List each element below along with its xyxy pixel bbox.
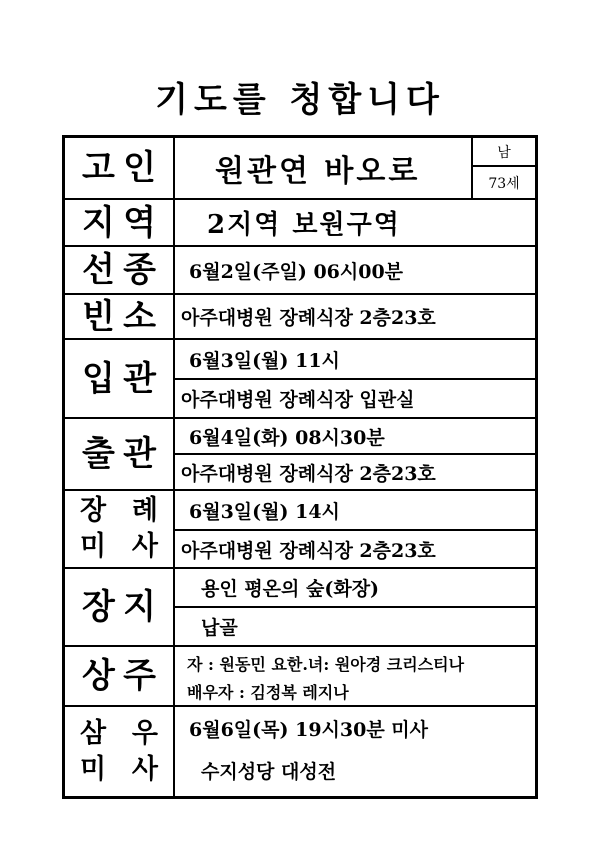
region-value: 2지역 보원구역 xyxy=(207,210,401,240)
row-deceased xyxy=(65,138,535,200)
deceased-age: 73세 xyxy=(488,175,520,192)
row-mourners xyxy=(65,647,535,707)
obituary-table xyxy=(62,135,538,799)
label-third-day-mass: 삼 우 미 사 xyxy=(65,707,175,796)
label-encoffining: 입 관 xyxy=(65,340,175,417)
row-departure xyxy=(65,419,535,491)
label-funeral-mass: 장 례 미 사 xyxy=(65,491,175,567)
deceased-name: 원관연 바오로 xyxy=(175,138,473,198)
row-funeral-hall xyxy=(65,295,535,340)
funeral-hall-value: 아주대병원 장례식장 2층23호 xyxy=(181,307,436,329)
page-title: 기도를 청합니다 xyxy=(155,80,445,120)
label-mourners: 상 주 xyxy=(65,647,175,705)
third-day-mass-place: 수지성당 대성전 xyxy=(201,760,337,783)
third-day-mass-time: 6월6일(목) 19시30분 미사 xyxy=(189,718,429,741)
death-datetime: 6월2일(주일) 06시00분 xyxy=(189,260,404,283)
label-deceased: 고 인 xyxy=(65,138,175,198)
row-death xyxy=(65,247,535,295)
row-third-day-mass xyxy=(65,707,535,796)
funeral-mass-place: 아주대병원 장례식장 2층23호 xyxy=(181,539,436,562)
mourners-children: 자 : 원동민 요한.녀: 원아경 크리스티나 xyxy=(187,654,465,674)
label-region: 지 역 xyxy=(65,200,175,245)
row-funeral-mass xyxy=(65,491,535,569)
row-encoffining xyxy=(65,340,535,419)
burial-detail: 납골 xyxy=(201,617,238,639)
label-funeral-hall: 빈 소 xyxy=(65,295,175,338)
departure-place: 아주대병원 장례식장 2층23호 xyxy=(181,462,436,485)
funeral-mass-time: 6월3일(월) 14시 xyxy=(175,491,535,531)
encoffining-place: 아주대병원 장례식장 입관실 xyxy=(181,389,415,411)
row-burial xyxy=(65,569,535,647)
row-region xyxy=(65,200,535,247)
burial-place: 용인 평온의 숲(화장) xyxy=(175,569,535,608)
mourners-spouse: 배우자 : 김정복 레지나 xyxy=(187,682,349,702)
encoffining-time: 6월3일(월) 11시 xyxy=(175,340,535,380)
label-death: 선 종 xyxy=(65,247,175,293)
deceased-gender: 남 xyxy=(473,138,535,167)
label-departure: 출 관 xyxy=(65,419,175,489)
departure-time: 6월4일(화) 08시30분 xyxy=(175,419,535,455)
label-burial: 장 지 xyxy=(65,569,175,645)
